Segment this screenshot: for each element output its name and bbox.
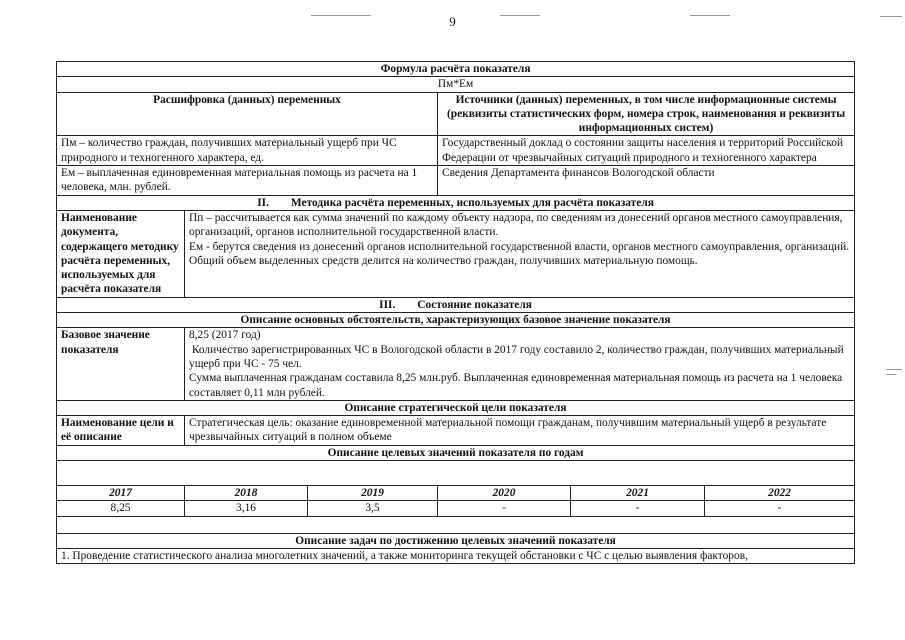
section-3-title: Состояние показателя	[417, 298, 532, 311]
methodology-text	[185, 210, 855, 297]
value-2019: 3,5	[308, 501, 438, 516]
year-2021: 2021	[571, 486, 705, 501]
values-blank-row	[57, 516, 855, 533]
baseline-emergencies: Количество зарегистрированных ЧС в Вологодской области в 2017 году составило 2, количество граждан, получивших материальный ущерб при ЧС - 75 чел.	[189, 343, 847, 370]
goal-label: Наименование цели и её описание	[57, 416, 185, 446]
baseline-text	[185, 328, 855, 400]
value-2017: 8,25	[57, 501, 185, 516]
targets-blank-row	[57, 461, 855, 486]
section-2-number: II.	[257, 196, 269, 209]
baseline-payments: Сумма выплаченная гражданам составила 8,25 млн.руб. Выплаченная единовременная материальная помощь из расчета на 1 человека составляет 0,11 млн рублей.	[189, 372, 843, 399]
section-3-number: III.	[379, 298, 396, 311]
variable-decode-em: Ем – выплаченная единовременная материальная помощь из расчета на 1 человека, млн. рублей.	[57, 166, 438, 196]
methodology-text-pp: Пп – рассчитывается как сумма значений по каждому объекту надзора, по сведениям из донесений органов местного самоуправления, организаций, органов исполнительной государственной власти.	[189, 211, 843, 239]
baseline-value: 8,25 (2017 год)	[189, 329, 261, 342]
tasks-heading: Описание задач по достижению целевых значений показателя	[57, 533, 855, 548]
year-2017: 2017	[57, 486, 185, 501]
formula-expression: Пм*Ем	[57, 77, 855, 92]
baseline-heading: Описание основных обстоятельств, характеризующих базовое значение показателя	[57, 313, 855, 328]
scan-mark	[880, 16, 902, 17]
goal-heading: Описание стратегической цели показателя	[57, 400, 855, 415]
value-2021: -	[571, 501, 705, 516]
scan-mark	[886, 369, 902, 370]
baseline-label: Базовое значение показателя	[57, 328, 185, 400]
value-2018: 3,16	[185, 501, 308, 516]
value-2020: -	[438, 501, 571, 516]
scan-mark	[886, 374, 896, 375]
scan-mark	[500, 15, 540, 16]
methodology-text-em: Ем - берутся сведения из донесений органов исполнительной государственной власти, органов местного самоуправления, организаций. Общий объем выделенных средств делится на количество граждан, получивших материальную помощь.	[189, 240, 850, 267]
methodology-label: Наименование документа, содержащего методику расчёта переменных, используемых для расчёта показателя	[57, 210, 185, 297]
formula-title: Формула расчёта показателя	[57, 62, 855, 77]
variables-decode-header: Расшифровка (данных) переменных	[57, 92, 438, 136]
variable-source-em: Сведения Департамента финансов Вологодской области	[438, 166, 855, 196]
variable-decode-pm: Пм – количество граждан, получивших материальный ущерб при ЧС природного и техногенного характера, ед.	[57, 136, 438, 166]
scan-mark	[311, 15, 371, 16]
tasks-first-item: 1. Проведение статистического анализа многолетних значений, а также мониторинга текущей обстановки с ЧС с целью выявления факторов,	[57, 548, 855, 563]
page-number: 9	[449, 14, 456, 29]
section-2-heading	[57, 195, 855, 210]
year-2020: 2020	[438, 486, 571, 501]
year-2019: 2019	[308, 486, 438, 501]
section-2-title: Методика расчёта переменных, используемых для расчёта показателя	[290, 196, 654, 209]
goal-text: Стратегическая цель: оказание единовременной материальной помощи гражданам, получившим материальный ущерб в результате чрезвычайных ситуаций в полном объеме	[185, 416, 855, 446]
year-2018: 2018	[185, 486, 308, 501]
value-2022: -	[705, 501, 855, 516]
section-3-heading	[57, 297, 855, 312]
indicator-passport-table	[56, 61, 855, 564]
variable-source-pm: Государственный доклад о состоянии защиты населения и территорий Российской Федерации от чрезвычайных ситуаций природного и техногенного характера	[438, 136, 855, 166]
variables-sources-header: Источники (данных) переменных, в том числе информационные системы (реквизиты статистических форм, номера строк, наименования и реквизиты информационных систем)	[438, 92, 855, 136]
scan-mark	[690, 15, 730, 16]
targets-heading: Описание целевых значений показателя по годам	[57, 445, 855, 460]
year-2022: 2022	[705, 486, 855, 501]
